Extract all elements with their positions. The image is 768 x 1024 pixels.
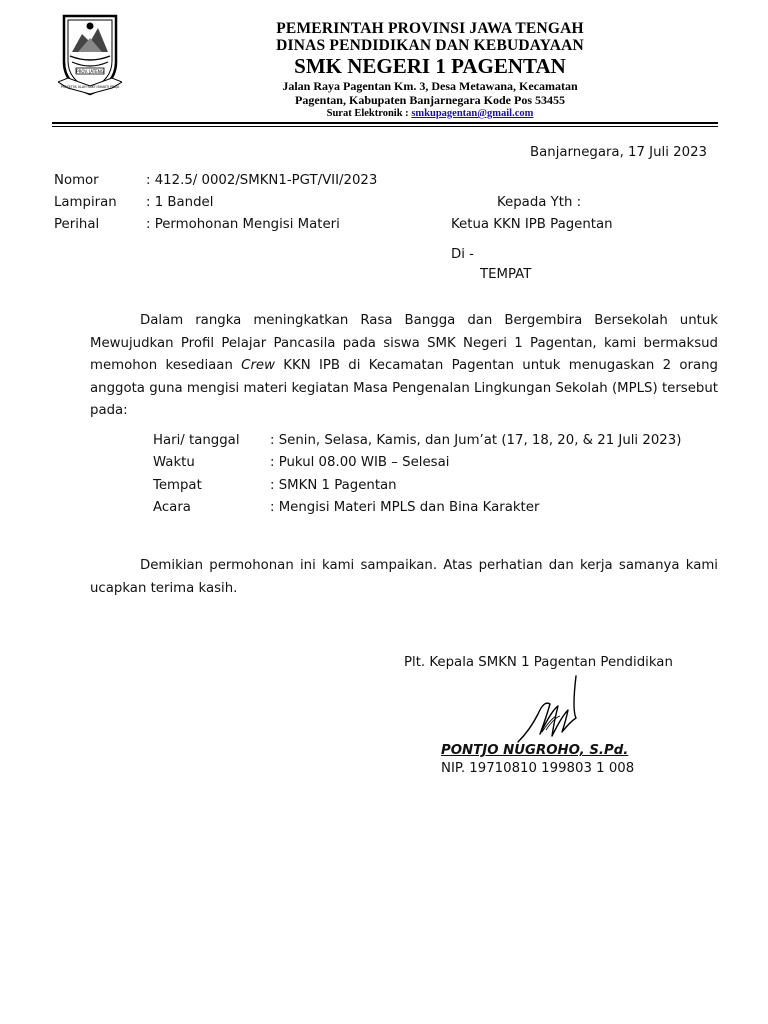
signatory-title: Plt. Kepala SMKN 1 Pagentan Pendidikan [404,655,673,670]
email-label: Surat Elektronik : [326,108,412,119]
letterhead-government: PEMERINTAH PROVINSI JAWA TENGAH [276,20,584,37]
recipient-kepada: Kepada Yth : [497,195,582,210]
detail-label-acara: Acara [153,500,191,515]
place-date: Banjarnegara, 17 Juli 2023 [530,145,707,160]
detail-value-waktu: : Pukul 08.00 WIB – Selesai [270,455,450,470]
para1-italic-crew: Crew [241,358,275,373]
para1-text-a: Dalam rangka meningkatkan Rasa Bangga dan Bergembira Bersekolah untuk Mewujudkan Profil Pelajar Pancasila pada siswa SMK Negeri 1 Pagentan, kami bermaksud memohon kesediaan [90,313,718,373]
signatory-nip: NIP. 19710810 199803 1 008 [441,761,635,776]
handwritten-signature [510,670,620,748]
nomor-label: Nomor [54,173,99,188]
detail-value-hari: : Senin, Selasa, Kamis, dan Jum’at (17, 18, 20, & 21 Juli 2023) [270,433,682,448]
recipient-di: Di - [451,247,474,262]
perihal-value: : Permohonan Mengisi Materi [146,217,340,232]
body-paragraph-2 [90,555,718,600]
lampiran-label: Lampiran [54,195,117,210]
provincial-emblem-logo [58,12,122,98]
signatory-name: PONTJO NUGROHO, S.Pd. [441,743,629,758]
recipient-name: Ketua KKN IPB Pagentan [451,217,613,232]
letterhead-address-1: Jalan Raya Pagentan Km. 3, Desa Metawana, Kecamatan [282,79,578,93]
body-paragraph-1 [90,310,718,423]
detail-label-tempat: Tempat [153,478,202,493]
para2-text: Demikian permohonan ini kami sampaikan. Atas perhatian dan kerja samanya kami ucapkan terima kasih. [90,558,718,596]
letterhead-school-name: SMK NEGERI 1 PAGENTAN [294,54,566,78]
para1-text-b: KKN IPB di Kecamatan Pagentan untuk menugaskan 2 orang anggota guna mengisi materi kegiatan Masa Pengenalan Lingkungan Sekolah (MPLS) tersebut pada: [90,358,718,418]
letterhead-email-line [160,107,700,120]
perihal-label: Perihal [54,217,100,232]
nomor-value: : 412.5/ 0002/SMKN1-PGT/VII/2023 [146,173,378,188]
logo-ribbon-text: PRASETYA ULAH SAKTI BHAKTI PRAJA [60,85,120,89]
detail-label-waktu: Waktu [153,455,195,470]
email-link[interactable]: smkupagentan@gmail.com [411,108,534,119]
letterhead-rule-thin [52,126,718,127]
letterhead-department: DINAS PENDIDIKAN DAN KEBUDAYAAN [276,37,584,54]
logo-top-text: PROV. JATENG [76,69,104,74]
detail-label-hari: Hari/ tanggal [153,433,240,448]
lampiran-value: : 1 Bandel [146,195,214,210]
letterhead [160,20,700,120]
recipient-tempat: TEMPAT [480,267,532,282]
detail-value-tempat: : SMKN 1 Pagentan [270,478,397,493]
letterhead-address-2: Pagentan, Kabupaten Banjarnegara Kode Pos 53455 [294,93,565,107]
detail-value-acara: : Mengisi Materi MPLS dan Bina Karakter [270,500,540,515]
letterhead-rule-thick [52,122,718,124]
